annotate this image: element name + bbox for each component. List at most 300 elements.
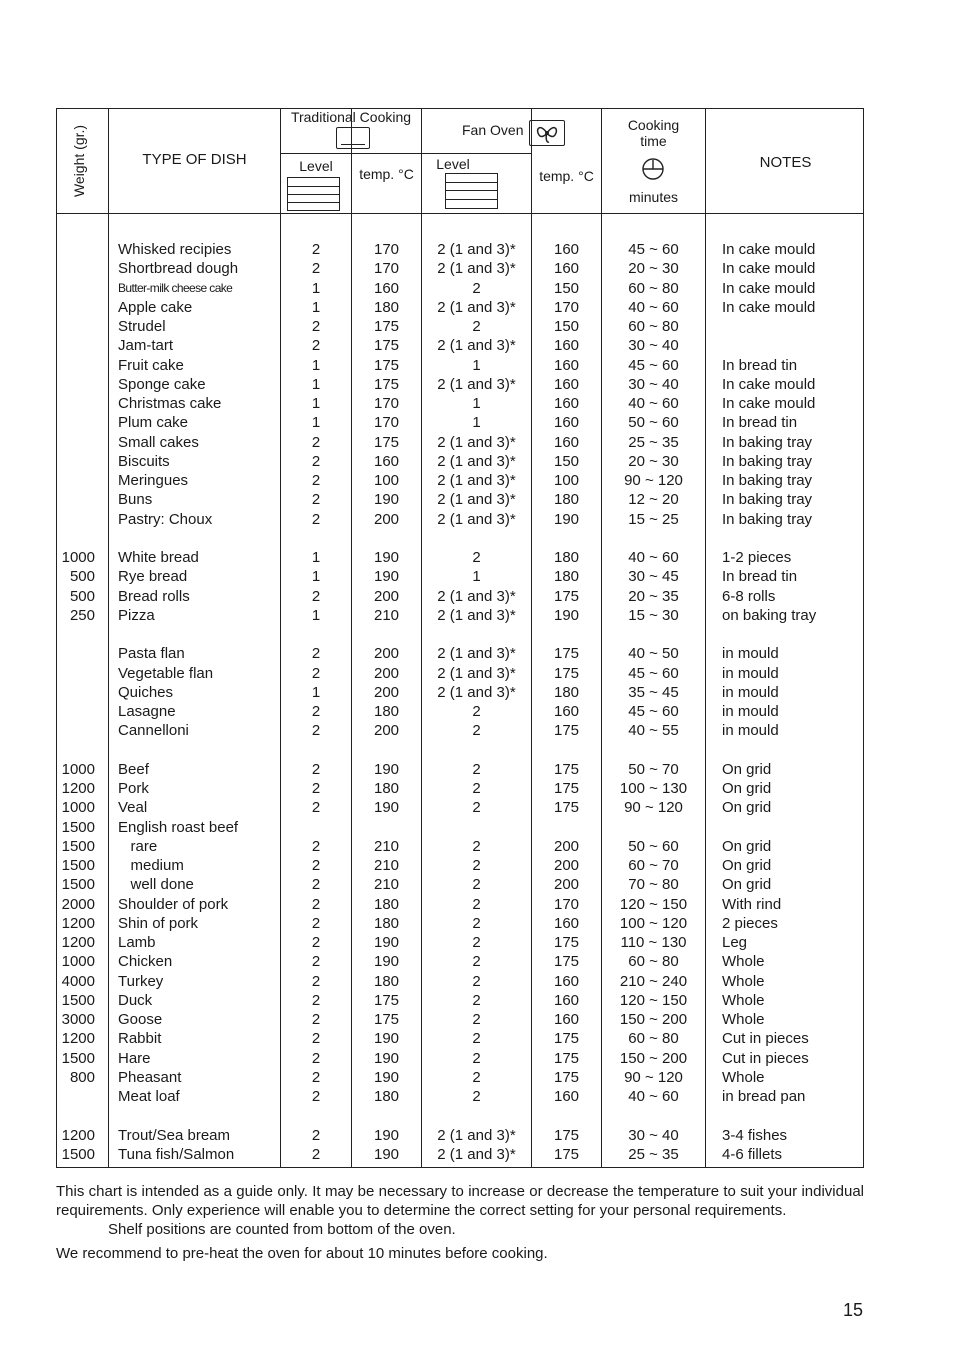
page-number: 15 [842,1300,863,1320]
cooking-time-cell: 60 ~ 70 [628,857,679,874]
notes-cell [722,741,862,760]
fan-temp-cell: 175 [553,1030,580,1048]
dish-cell [118,625,278,644]
fan-temp-cell: 160 [553,433,580,451]
weight-cell [57,1106,95,1125]
cooking-time-cell: 45 ~ 60 [628,356,679,374]
cooking-time-cell: 90 ~ 120 [624,799,683,817]
fan-temp-cell: 175 [553,799,580,817]
notes-cell: 1-2 pieces [722,549,792,566]
fan-temp-cell: 175 [553,664,580,682]
weight-header: Weight (gr.) [71,124,87,198]
weight-cell: 800 [69,1068,95,1086]
fan-level-cell: 2 [472,722,481,740]
traditional-temp-cell: 175 [373,337,400,355]
dish-cell: Biscuits [118,452,170,470]
cooking-time-cell: 90 ~ 120 [624,472,683,489]
fan-temp-cell: 160 [553,260,580,278]
fan-level-cell: 2 (1 and 3)* [437,433,516,451]
traditional-level-cell [281,1106,351,1125]
notes-cell: On grid [722,857,772,874]
traditional-temp-cell: 190 [373,934,400,951]
fan-level-cell: 2 [472,1068,481,1086]
traditional-temp-cell: 170 [373,241,400,258]
notes-cell: 3-4 fishes [722,1126,788,1144]
cooking-time-cell: 15 ~ 25 [628,510,679,528]
weight-cell [57,529,95,548]
fan-temp-cell: 175 [553,953,580,971]
fan-temp-cell: 180 [553,491,580,509]
weight-cell [57,625,95,644]
weight-cell: 1200 [61,914,95,932]
cooking-chart-table [56,108,864,1168]
fan-level-cell: 2 (1 and 3)* [437,683,516,701]
traditional-temp-header: temp. °C [359,166,414,182]
notes-cell: 4-6 fillets [722,1145,783,1163]
fan-temp-cell: 160 [553,1011,580,1028]
notes-cell: Whole [722,972,765,990]
weight-cell: 1000 [61,760,95,778]
dish-cell: Buns [118,491,153,509]
fan-level-cell [422,818,531,837]
traditional-temp-cell: 175 [373,1011,400,1028]
traditional-level-cell: 2 [311,318,321,335]
cooking-time-cell: 30 ~ 40 [628,375,679,393]
traditional-temp-cell: 190 [373,568,400,586]
traditional-temp-cell: 190 [373,491,400,509]
traditional-level-cell: 1 [311,606,321,624]
cooking-time-cell: 45 ~ 60 [628,664,679,682]
cooking-time-cell: 20 ~ 30 [628,452,679,470]
notes-cell: In bread tin [722,356,798,374]
dish-cell: Pork [118,780,149,797]
fan-level-cell: 2 (1 and 3)* [437,587,516,605]
cooking-time-cell [602,741,705,760]
weight-cell: 500 [69,587,95,605]
traditional-level-cell: 1 [311,356,321,374]
fan-level-cell: 2 [472,549,481,566]
weight-cell: 1200 [61,1030,95,1048]
cooking-time-column [602,240,705,1164]
traditional-temp-cell: 180 [373,972,400,990]
notes-cell [722,336,862,355]
dish-cell: Vegetable flan [118,664,214,682]
cooking-time-cell: 120 ~ 150 [619,895,688,913]
cooking-time-cell: 100 ~ 130 [619,780,688,797]
fan-level-cell: 1 [472,356,481,374]
dish-cell: Pastry: Choux [118,510,213,528]
fan-level-cell: 2 [472,1011,481,1028]
notes-cell: On grid [722,760,772,778]
traditional-temp-cell: 160 [373,279,400,297]
traditional-temp-cell: 180 [373,703,400,720]
dish-cell: Pizza [118,606,155,624]
traditional-subheader-line [280,153,422,154]
weight-cell [57,433,95,452]
fan-temp-cell: 160 [553,356,580,374]
weight-cell: 2000 [61,895,95,913]
fan-temp-cell [532,529,601,548]
dish-column [118,240,278,1164]
notes-cell: Whole [722,991,765,1009]
weight-cell: 1500 [61,1145,95,1163]
traditional-temp-cell: 170 [373,395,400,412]
weight-cell: 1500 [61,876,95,894]
dish-cell [118,1106,278,1125]
clock-icon [639,157,667,181]
fan-level-cell: 2 [472,799,481,817]
fan-temp-cell [532,1106,601,1125]
notes-column [722,240,862,1164]
notes-cell: In bread tin [722,414,798,432]
weight-cell: 1200 [61,1126,95,1144]
traditional-level-cell [281,818,351,837]
fan-level-cell: 2 [472,837,481,855]
dish-cell: Rabbit [118,1030,162,1048]
cooking-time-header: Cooking time [627,117,680,149]
preheat-note: We recommend to pre-heat the oven for about 10 minutes before cooking. [56,1245,548,1262]
traditional-temp-cell: 210 [373,876,400,894]
traditional-temp-cell: 210 [373,606,400,624]
cooking-time-cell: 20 ~ 30 [628,260,679,278]
dish-cell: Butter-milk cheese cake [118,280,233,295]
weight-cell [57,452,95,471]
fan-temp-cell [532,741,601,760]
weight-cell: 1500 [61,1049,95,1067]
traditional-temp-cell: 210 [373,857,400,874]
weight-cell: 1200 [61,934,95,951]
dish-cell: Tuna fish/Salmon [118,1145,235,1163]
traditional-level-cell: 2 [311,972,321,990]
notes-cell: In baking tray [722,433,813,451]
traditional-level-cell: 2 [311,645,321,663]
cooking-time-cell: 15 ~ 30 [628,606,679,624]
fan-temp-cell: 100 [553,472,580,489]
fan-level-cell: 2 (1 and 3)* [437,337,516,355]
weight-cell: 1000 [61,799,95,817]
traditional-level-cell: 1 [311,298,321,316]
weight-cell: 1500 [61,837,95,855]
notes-cell: With rind [722,895,782,913]
dish-cell: Jam-tart [118,337,174,355]
fan-level-cell [422,741,531,760]
weight-cell [57,644,95,663]
traditional-level-cell: 2 [311,876,321,894]
notes-cell: in mould [722,703,779,720]
cooking-time-cell: 100 ~ 120 [619,914,688,932]
fan-temp-cell: 160 [553,395,580,412]
traditional-level-cell: 2 [311,452,321,470]
weight-cell: 1500 [61,818,95,836]
weight-cell: 1500 [61,991,95,1009]
fan-level-cell: 1 [472,414,481,432]
fan-level-cell: 2 [472,914,481,932]
traditional-level-cell: 2 [311,953,321,971]
fan-level-cell: 2 [472,1088,481,1105]
fan-level-cell: 2 (1 and 3)* [437,298,516,316]
traditional-temp-cell: 180 [373,1088,400,1105]
notes-cell: 2 pieces [722,914,778,932]
dish-cell: rare [118,837,158,855]
weight-cell [57,336,95,355]
notes-cell: in mould [722,664,779,682]
weight-cell: 1500 [61,857,95,874]
notes-cell: On grid [722,837,772,855]
notes-cell: In cake mould [722,375,816,393]
cooking-time-cell: 150 ~ 200 [619,1049,688,1067]
traditional-temp-cell: 190 [373,1126,400,1144]
dish-cell: English roast beef [118,818,239,836]
cooking-time-cell [602,1106,705,1125]
weight-cell [57,413,95,432]
cooking-time-cell: 60 ~ 80 [628,1030,679,1048]
shelf-level-icon [445,173,498,209]
weight-cell [57,490,95,509]
traditional-temp-cell: 175 [373,991,400,1009]
dish-cell: Veal [118,799,148,817]
fan-temp-cell: 170 [553,895,580,913]
fan-temp-column [532,240,601,1164]
traditional-cooking-header: Traditional Cooking [290,109,412,125]
fan-temp-cell: 175 [553,1068,580,1086]
cooking-time-cell: 40 ~ 55 [628,722,679,740]
dish-cell: Fruit cake [118,356,184,374]
traditional-level-cell: 2 [311,934,321,951]
fan-temp-cell: 160 [553,972,580,990]
traditional-level-cell: 2 [311,1126,321,1144]
fan-level-cell: 1 [472,568,481,586]
dish-cell: Meringues [118,472,189,489]
traditional-level-cell: 2 [311,472,321,489]
fan-level-cell: 2 [472,895,481,913]
weight-cell: 4000 [61,972,95,990]
notes-cell: in bread pan [722,1088,806,1105]
fan-subheader-line [421,153,532,154]
dish-cell: Turkey [118,972,164,990]
notes-cell: in mould [722,683,779,701]
traditional-level-cell: 2 [311,914,321,932]
traditional-temp-cell [352,818,421,837]
weight-cell [57,702,95,721]
fan-temp-cell: 175 [553,645,580,663]
traditional-level-column [281,240,351,1164]
notes-cell [722,1106,862,1125]
dish-cell: Hare [118,1049,151,1067]
traditional-temp-cell: 190 [373,1145,400,1163]
fan-temp-cell: 160 [553,991,580,1009]
dish-cell: Sponge cake [118,375,206,393]
fan-level-cell [422,1106,531,1125]
traditional-level-cell: 2 [311,1145,321,1163]
traditional-level-cell: 2 [311,1068,321,1086]
notes-cell: In cake mould [722,241,816,258]
fan-temp-cell: 175 [553,1145,580,1163]
traditional-temp-cell: 190 [373,760,400,778]
notes-cell: Cut in pieces [722,1049,809,1067]
dish-cell: Small cakes [118,433,199,451]
cooking-time-cell: 120 ~ 150 [619,991,688,1009]
notes-cell: in mould [722,645,779,663]
traditional-temp-cell: 170 [373,414,400,432]
traditional-temp-cell: 190 [373,1068,400,1086]
dish-cell: Chicken [118,953,173,971]
weight-cell [57,394,95,413]
fan-level-cell: 2 [472,991,481,1009]
cooking-time-cell [602,625,705,644]
cooking-time-cell [602,818,705,837]
fan-level-cell: 2 [472,318,481,335]
weight-cell [57,317,95,336]
traditional-temp-cell: 180 [373,780,400,797]
dish-cell: Christmas cake [118,395,222,412]
cooking-time-cell: 90 ~ 120 [624,1068,683,1086]
dish-cell: Apple cake [118,298,193,316]
fan-level-cell: 2 (1 and 3)* [437,1145,516,1163]
notes-cell: In baking tray [722,491,813,509]
traditional-temp-cell: 200 [373,664,400,682]
fan-temp-cell: 160 [553,914,580,932]
fan-temp-cell: 150 [553,279,580,297]
traditional-level-cell: 2 [311,780,321,797]
weight-cell [57,510,95,529]
cooking-time-cell: 20 ~ 35 [628,587,679,605]
traditional-temp-cell: 160 [373,452,400,470]
notes-cell: On grid [722,780,772,797]
fan-temp-cell: 180 [553,683,580,701]
fan-temp-cell: 180 [553,568,580,586]
notes-cell: on baking tray [722,606,817,624]
traditional-temp-cell [352,529,421,548]
fan-temp-cell: 175 [553,760,580,778]
traditional-temp-cell: 190 [373,799,400,817]
fan-level-cell: 2 (1 and 3)* [437,472,516,489]
fan-temp-cell: 150 [553,318,580,335]
weight-cell [57,279,95,298]
traditional-temp-cell: 190 [373,1030,400,1048]
minutes-header: minutes [628,189,679,205]
weight-cell: 3000 [61,1011,95,1028]
traditional-temp-cell: 100 [373,472,400,489]
traditional-temp-cell: 200 [373,510,400,528]
notes-cell: Leg [722,934,748,951]
dish-cell: Bread rolls [118,587,190,605]
traditional-level-cell [281,625,351,644]
dish-cell: Goose [118,1011,163,1028]
fan-temp-cell: 190 [553,606,580,624]
fan-temp-cell: 200 [553,857,580,874]
cooking-time-cell: 45 ~ 60 [628,703,679,720]
traditional-temp-column [352,240,421,1164]
traditional-level-header: Level [299,158,333,174]
fan-temp-cell: 175 [553,587,580,605]
fan-level-cell: 2 (1 and 3)* [437,260,516,278]
fan-temp-header: temp. °C [539,168,594,184]
traditional-level-cell: 2 [311,491,321,509]
traditional-temp-cell: 190 [373,1049,400,1067]
dish-cell: Rye bread [118,568,188,586]
traditional-level-cell: 2 [311,857,321,874]
fan-level-cell: 2 [472,972,481,990]
fan-temp-cell: 175 [553,722,580,740]
fan-temp-cell: 175 [553,934,580,951]
cooking-time-cell: 50 ~ 70 [628,760,679,778]
traditional-level-cell: 2 [311,1088,321,1105]
dish-cell: Lamb [118,934,156,951]
dish-cell: Shoulder of pork [118,895,229,913]
traditional-level-cell: 2 [311,1049,321,1067]
fan-level-cell [422,529,531,548]
traditional-level-cell: 2 [311,722,321,740]
notes-cell: Whole [722,1068,765,1086]
traditional-temp-cell: 175 [373,318,400,335]
cooking-time-cell: 30 ~ 40 [628,337,679,355]
fan-level-cell: 1 [472,395,481,412]
cooking-time-cell: 25 ~ 35 [628,1145,679,1163]
dish-cell: medium [118,857,184,874]
notes-cell [722,529,862,548]
dish-cell: White bread [118,549,199,566]
traditional-temp-cell: 200 [373,683,400,701]
traditional-temp-cell [352,625,421,644]
traditional-level-cell: 1 [311,414,321,432]
traditional-temp-cell: 170 [373,260,400,278]
notes-cell: In cake mould [722,395,816,412]
cooking-time-cell: 40 ~ 60 [628,395,679,412]
dish-cell: Pasta flan [118,645,185,663]
traditional-temp-cell: 190 [373,549,400,566]
notes-cell: In baking tray [722,510,813,528]
traditional-temp-cell: 175 [373,356,400,374]
fan-level-cell: 2 (1 and 3)* [437,664,516,682]
fan-temp-cell: 170 [553,298,580,316]
traditional-level-cell: 1 [311,395,321,412]
weight-cell [57,471,95,490]
dish-cell: Quiches [118,683,174,701]
cooking-time-cell: 210 ~ 240 [619,972,688,990]
weight-cell [57,683,95,702]
fan-level-cell: 2 [472,1049,481,1067]
traditional-level-cell: 2 [311,1030,321,1048]
dish-cell: Whisked recipies [118,241,232,258]
traditional-level-cell: 1 [311,375,321,393]
notes-cell: in mould [722,722,779,740]
traditional-level-cell: 2 [311,799,321,817]
traditional-level-cell: 2 [311,587,321,605]
notes-header: NOTES [759,154,812,171]
weight-column [57,240,95,1164]
dish-cell: Shin of pork [118,914,199,932]
type-of-dish-header: TYPE OF DISH [142,151,247,168]
fan-temp-cell [532,625,601,644]
fan-level-cell: 2 (1 and 3)* [437,452,516,470]
cooking-time-cell: 60 ~ 80 [628,953,679,971]
notes-cell: 6-8 rolls [722,587,776,605]
cooking-time-cell: 30 ~ 45 [628,568,679,586]
dish-cell: well done [118,876,194,894]
fan-level-cell [422,625,531,644]
notes-cell: Whole [722,953,765,971]
weight-cell: 1000 [61,549,95,566]
weight-cell: 1200 [61,780,95,797]
traditional-level-cell: 2 [311,510,321,528]
traditional-level-cell: 2 [311,241,321,258]
dish-cell [118,529,278,548]
fan-temp-cell: 175 [553,1126,580,1144]
dish-cell: Pheasant [118,1068,182,1086]
fan-level-cell: 2 [472,279,481,297]
traditional-temp-cell: 175 [373,375,400,393]
weight-cell [57,298,95,317]
